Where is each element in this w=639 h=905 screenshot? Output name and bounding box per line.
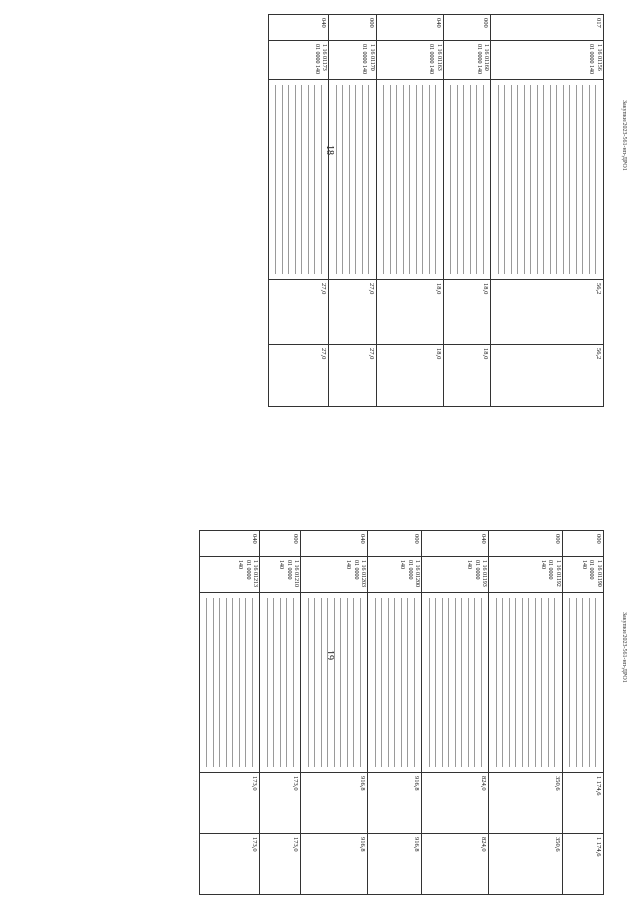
description-text-line [233,598,234,767]
description-text-line [481,598,482,767]
table-row [422,531,489,895]
description-cell [489,593,563,773]
description-text-line [321,85,322,274]
amount-cell-2: 350,6 [489,834,563,895]
amount-cell-1: 18,0 [377,280,444,345]
description-text-line [397,85,398,274]
kbk-code-line-1: 1 16 01193 [481,560,488,587]
table-row [301,531,368,895]
amount-cell-2: 824,0 [422,834,489,895]
description-text-line [468,598,469,767]
kbk-code-line-2: 01 0000 140 [581,560,595,580]
description-text-line [555,598,556,767]
description-text-line [403,85,404,274]
description-text-line [287,598,288,767]
kbk-code-line-2: 01 0000 140 [540,560,554,580]
description-text-line [518,85,519,274]
description-cell [563,593,604,773]
amount-cell-2: 27,0 [329,345,377,407]
amount-cell-2: 173,0 [200,834,261,895]
description-text-line [308,85,309,274]
amount-cell-2: 18,0 [377,345,444,407]
amount-cell-2: 18,0 [444,345,492,407]
description-text-line [442,598,443,767]
description-text-line [315,598,316,767]
description-text-line [207,598,208,767]
description-text-line [252,598,253,767]
description-cell [301,593,368,773]
description-text-line [414,598,415,767]
description-text-line [282,85,283,274]
description-text-line [542,598,543,767]
description-cell [491,80,604,280]
amount-cell-1: 173,0 [260,773,301,834]
amount-cell-1: 27,0 [269,280,330,345]
kbk-code-cell [377,41,444,80]
description-text-line [354,598,355,767]
description-text-line [576,598,577,767]
table-row [444,15,492,407]
description-cell [200,593,261,773]
kbk-code-line-2: 01 0000 140 [237,560,251,580]
kbk-code-line-1: 1 16 01170 [369,44,375,71]
kbk-code-cell [422,557,489,593]
description-text-line [347,598,348,767]
description-text-line [524,85,525,274]
table-row [377,15,444,407]
description-text-line [328,598,329,767]
page-number-19: 19 [324,650,335,660]
description-text-line [548,598,549,767]
kbk-code-line-1: 1 16 01200 [414,560,421,587]
stamp-right: Закупки/2023-561-нп-ДРО1 [621,612,627,683]
amount-cell-1: 916,8 [301,773,368,834]
description-text-line [596,85,597,274]
description-text-line [505,85,506,274]
kbk-code-cell [563,557,604,593]
kbk-code-cell [329,41,377,80]
amount-cell-2: 173,0 [260,834,301,895]
kbk-code-cell [368,557,422,593]
description-text-line [226,598,227,767]
amount-cell-1: 916,8 [368,773,422,834]
table-row [260,531,301,895]
amount-cell-2: 56,2 [491,345,604,407]
amount-cell-2: 916,8 [301,834,368,895]
description-cell [329,80,377,280]
description-cell [377,80,444,280]
description-text-line [423,85,424,274]
description-text-line [239,598,240,767]
admin-code-cell: 000 [368,531,422,557]
description-text-line [349,85,350,274]
description-text-line [334,598,335,767]
description-text-line [375,598,376,767]
description-text-line [436,85,437,274]
description-text-line [496,598,497,767]
kbk-code-cell [260,557,301,593]
kbk-code-cell [301,557,368,593]
kbk-code-line-2: 01 0000 140 [428,44,435,74]
kbk-code-line-1: 1 16 01156 [596,44,602,71]
amount-cell-1: 18,0 [444,280,492,345]
table-row [329,15,377,407]
description-text-line [589,598,590,767]
description-text-line [483,85,484,274]
description-text-line [511,85,512,274]
description-text-line [246,598,247,767]
description-text-line [436,598,437,767]
description-text-line [570,598,571,767]
description-text-line [503,598,504,767]
description-text-line [509,598,510,767]
description-text-line [274,598,275,767]
description-text-line [384,85,385,274]
kbk-code-line-2: 01 0000 140 [361,44,368,74]
kbk-code-line-1: 1 16 01210 [293,560,300,587]
kbk-code-line-1: 1 16 01213 [252,560,259,587]
description-text-line [557,85,558,274]
admin-code-cell: 000 [444,15,492,41]
table-row [200,531,261,895]
description-text-line [455,598,456,767]
admin-code-cell: 000 [260,531,301,557]
description-text-line [451,85,452,274]
description-text-line [321,598,322,767]
left-page-table [268,14,604,407]
description-text-line [576,85,577,274]
description-text-line [390,85,391,274]
description-text-line [516,598,517,767]
description-text-line [449,598,450,767]
kbk-code-line-2: 01 0000 140 [278,560,292,580]
description-text-line [343,85,344,274]
admin-code-cell: 040 [200,531,261,557]
kbk-code-line-1: 1 16 01173 [321,44,328,71]
kbk-code-cell [489,557,563,593]
kbk-code-line-1: 1 16 01203 [360,560,367,587]
description-text-line [563,85,564,274]
description-text-line [522,598,523,767]
description-text-line [531,85,532,274]
description-text-line [289,85,290,274]
kbk-code-cell [491,41,604,80]
description-text-line [315,85,316,274]
description-text-line [280,598,281,767]
admin-code-cell: 040 [269,15,330,41]
description-text-line [388,598,389,767]
kbk-code-line-2: 01 0000 140 [476,44,482,74]
amount-cell-1: 173,0 [200,773,261,834]
description-text-line [356,85,357,274]
description-text-line [369,85,370,274]
description-text-line [362,85,363,274]
description-text-line [308,598,309,767]
amount-cell-2: 27,0 [269,345,330,407]
kbk-code-line-2: 01 0000 140 [399,560,413,580]
description-text-line [416,85,417,274]
description-text-line [410,85,411,274]
description-text-line [429,598,430,767]
kbk-code-cell [269,41,330,80]
admin-code-cell: 040 [422,531,489,557]
description-text-line [550,85,551,274]
admin-code-cell: 040 [301,531,368,557]
description-text-line [462,598,463,767]
kbk-code-line-2: 01 0000 140 [466,560,480,580]
amount-cell-2: 1 174,6 [563,834,604,895]
description-text-line [477,85,478,274]
kbk-code-line-1: 1 16 01160 [483,44,490,71]
kbk-code-line-2: 01 0000 140 [588,44,595,74]
description-text-line [475,598,476,767]
table-row [491,15,604,407]
description-cell [368,593,422,773]
description-text-line [470,85,471,274]
description-text-line [408,598,409,767]
description-text-line [395,598,396,767]
admin-code-cell: 040 [377,15,444,41]
description-cell [444,80,492,280]
kbk-code-cell [200,557,261,593]
description-text-line [498,85,499,274]
admin-code-cell: 017 [491,15,604,41]
description-text-line [535,598,536,767]
description-text-line [336,85,337,274]
table-row [489,531,563,895]
amount-cell-1: 350,6 [489,773,563,834]
description-text-line [302,85,303,274]
description-text-line [464,85,465,274]
kbk-code-line-2: 01 0000 140 [314,44,320,74]
table-row [269,15,330,407]
kbk-code-line-2: 01 0000 140 [345,560,359,580]
description-text-line [570,85,571,274]
description-text-line [382,598,383,767]
description-text-line [220,598,221,767]
admin-code-cell: 000 [489,531,563,557]
description-text-line [293,598,294,767]
kbk-code-line-1: 1 16 01190 [596,560,602,587]
description-text-line [583,85,584,274]
amount-cell-1: 27,0 [329,280,377,345]
description-text-line [529,598,530,767]
description-text-line [360,598,361,767]
page-number-18: 18 [324,145,335,155]
description-text-line [401,598,402,767]
description-text-line [295,85,296,274]
description-cell [260,593,301,773]
description-text-line [267,598,268,767]
description-text-line [341,598,342,767]
kbk-code-line-1: 1 16 01192 [555,560,561,587]
admin-code-cell: 000 [329,15,377,41]
kbk-code-cell [444,41,492,80]
description-text-line [537,85,538,274]
description-text-line [583,598,584,767]
table-row [563,531,604,895]
description-text-line [457,85,458,274]
right-page-table [199,530,604,895]
stamp-left: Закупки/2023-561-нп-ДРО1 [621,100,627,171]
amount-cell-1: 1 174,6 [563,773,604,834]
description-text-line [589,85,590,274]
description-cell [422,593,489,773]
table-row [368,531,422,895]
description-text-line [213,598,214,767]
amount-cell-1: 824,0 [422,773,489,834]
description-text-line [276,85,277,274]
admin-code-cell: 000 [563,531,604,557]
amount-cell-1: 56,2 [491,280,604,345]
description-cell [269,80,330,280]
description-text-line [429,85,430,274]
kbk-code-line-1: 1 16 01163 [436,44,442,71]
description-text-line [596,598,597,767]
description-text-line [544,85,545,274]
amount-cell-2: 916,8 [368,834,422,895]
